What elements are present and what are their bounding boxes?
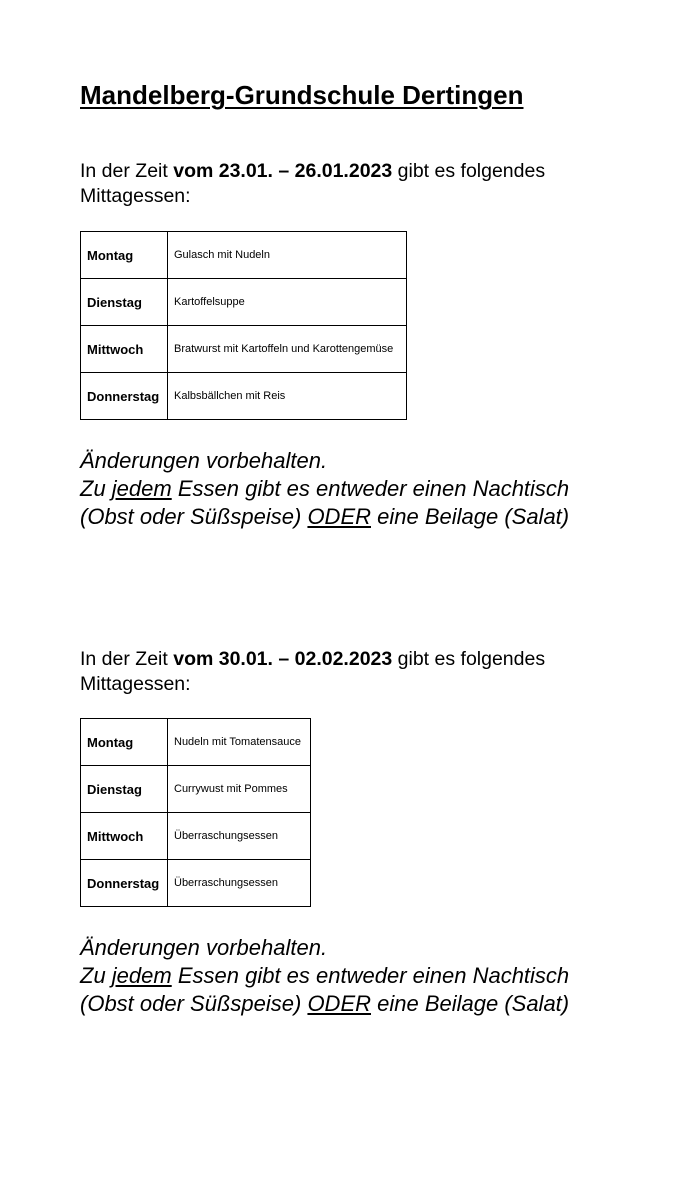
week-2-notes — [80, 934, 660, 1018]
table-row — [81, 232, 407, 279]
note-text: Essen gibt es entweder einen Nachtisch — [171, 476, 570, 501]
page-title: Mandelberg-Grundschule Dertingen — [80, 80, 524, 110]
note-emphasis: ODER — [307, 504, 371, 529]
dish-cell: Nudeln mit Tomatensauce — [168, 719, 311, 766]
intro-prefix: In der Zeit — [80, 648, 174, 670]
dish-cell: Kartoffelsuppe — [168, 279, 407, 326]
dish-cell: Gulasch mit Nudeln — [168, 232, 407, 279]
intro-suffix: gibt es folgendes Mittagessen: — [80, 648, 546, 695]
week-1-menu-table — [80, 231, 407, 420]
table-row — [81, 279, 407, 326]
date-range: vom 30.01. – 02.02.2023 — [173, 648, 393, 670]
note-emphasis: ODER — [307, 991, 371, 1016]
intro-prefix: In der Zeit — [80, 160, 174, 182]
note-line — [80, 503, 660, 531]
day-cell: Donnerstag — [81, 373, 168, 420]
day-cell: Mittwoch — [81, 813, 168, 860]
day-cell: Dienstag — [81, 766, 168, 813]
note-text: eine Beilage (Salat) — [371, 991, 570, 1016]
table-row — [81, 860, 311, 907]
note-emphasis: jedem — [111, 963, 172, 988]
day-cell: Dienstag — [81, 279, 168, 326]
note-line — [80, 962, 660, 990]
table-row — [81, 326, 407, 373]
table-row — [81, 373, 407, 420]
table-row — [81, 719, 311, 766]
note-text: Zu — [80, 963, 112, 988]
day-cell: Mittwoch — [81, 326, 168, 373]
note-text: Essen gibt es entweder einen Nachtisch — [171, 963, 570, 988]
note-emphasis: jedem — [111, 476, 172, 501]
note-text: eine Beilage (Salat) — [371, 504, 570, 529]
day-cell: Donnerstag — [81, 860, 168, 907]
week-2-intro — [80, 647, 640, 697]
date-range: vom 23.01. – 26.01.2023 — [173, 160, 393, 182]
dish-cell: Currywust mit Pommes — [168, 766, 311, 813]
day-cell: Montag — [81, 719, 168, 766]
dish-cell: Überraschungsessen — [168, 860, 311, 907]
note-line: Änderungen vorbehalten. — [80, 935, 328, 960]
note-line — [80, 990, 660, 1018]
note-line — [80, 475, 660, 503]
week-2-menu-table — [80, 718, 311, 907]
table-row — [81, 766, 311, 813]
dish-cell: Überraschungsessen — [168, 813, 311, 860]
dish-cell: Kalbsbällchen mit Reis — [168, 373, 407, 420]
note-text: Zu — [80, 476, 112, 501]
table-row — [81, 813, 311, 860]
note-text: (Obst oder Süßspeise) — [80, 504, 308, 529]
dish-cell: Bratwurst mit Kartoffeln und Karottengemüse — [168, 326, 407, 373]
intro-suffix: gibt es folgendes Mittagessen: — [80, 160, 546, 207]
note-text: (Obst oder Süßspeise) — [80, 991, 308, 1016]
day-cell: Montag — [81, 232, 168, 279]
note-line: Änderungen vorbehalten. — [80, 448, 328, 473]
week-1-intro — [80, 159, 640, 209]
week-1-notes — [80, 447, 660, 531]
